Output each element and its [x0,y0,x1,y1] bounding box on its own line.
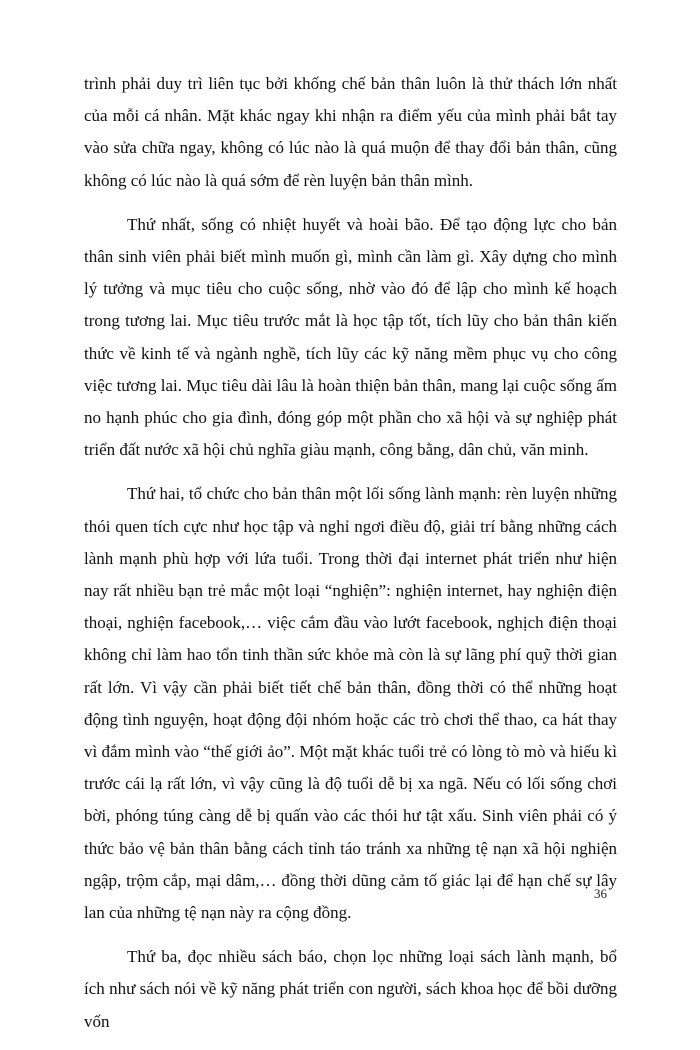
paragraph-third-point: Thứ ba, đọc nhiều sách báo, chọn lọc những loại sách lành mạnh, bổ ích như sách nói về kỹ năng phát triển con người, sách khoa học để bồi dưỡng vốn [84,947,617,1031]
paragraph-continuation: trình phải duy trì liên tục bởi khống chế bản thân luôn là thử thách lớn nhất của mỗi cá nhân. Mặt khác ngay khi nhận ra điểm yếu của mình phải bắt tay vào sửa chữa ngay, không có lúc nào là quá muộn để thay đổi bản thân, cũng không có lúc nào là quá sớm để rèn luyện bản thân mình. [84,74,617,190]
paragraph-second-point: Thứ hai, tổ chức cho bản thân một lối sống lành mạnh: rèn luyện những thói quen tích cực như học tập và nghỉ ngơi điều độ, giải trí bằng những cách lành mạnh phù hợp với lứa tuổi. Trong thời đại internet phát triển như hiện nay rất nhiều bạn trẻ mắc một loại “nghiện”: nghiện internet, hay nghiện điện thoại, nghiện facebook,… việc cắm đầu vào lướt facebook, nghịch điện thoại không chỉ làm hao tổn tinh thần sức khỏe mà còn là sự lãng phí quỹ thời gian rất lớn. Vì vậy cần phải biết tiết chế bản thân, đồng thời có thể những hoạt động tình nguyện, hoạt động đội nhóm hoặc các trò chơi thể thao, ca hát thay vì đắm mình vào “thế giới ảo”. Một mặt khác tuổi trẻ có lòng tò mò và hiếu kì trước cái lạ rất lớn, vì vậy cũng là độ tuổi dễ bị xa ngã. Nếu có lối sống chơi bời, phóng túng càng dễ bị quấn vào các thói hư tật xấu. Sinh viên phải có ý thức bảo vệ bản thân bằng cách tỉnh táo tránh xa những tệ nạn xã hội nghiện ngập, trộm cắp, mại dâm,… đồng thời dũng cảm tố giác lại để hạn chế sự lây lan của những tệ nạn này ra cộng đồng. [84,484,617,923]
document-body [84,68,617,1050]
paragraph-first-point: Thứ nhất, sống có nhiệt huyết và hoài bão. Để tạo động lực cho bản thân sinh viên phải biết mình muốn gì, mình cần làm gì. Xây dựng cho mình lý tưởng và mục tiêu cho cuộc sống, nhờ vào đó để lập cho mình kế hoạch trong tương lai. Mục tiêu trước mắt là học tập tốt, tích lũy cho bản thân kiến thức về kinh tế và ngành nghề, tích lũy các kỹ năng mềm phục vụ cho công việc tương lai. Mục tiêu dài lâu là hoàn thiện bản thân, mang lại cuộc sống ấm no hạnh phúc cho gia đình, đóng góp một phần cho xã hội và sự nghiệp phát triển đất nước xã hội chủ nghĩa giàu mạnh, công bằng, dân chủ, văn minh. [84,214,617,460]
page-number: 36 [594,886,607,901]
